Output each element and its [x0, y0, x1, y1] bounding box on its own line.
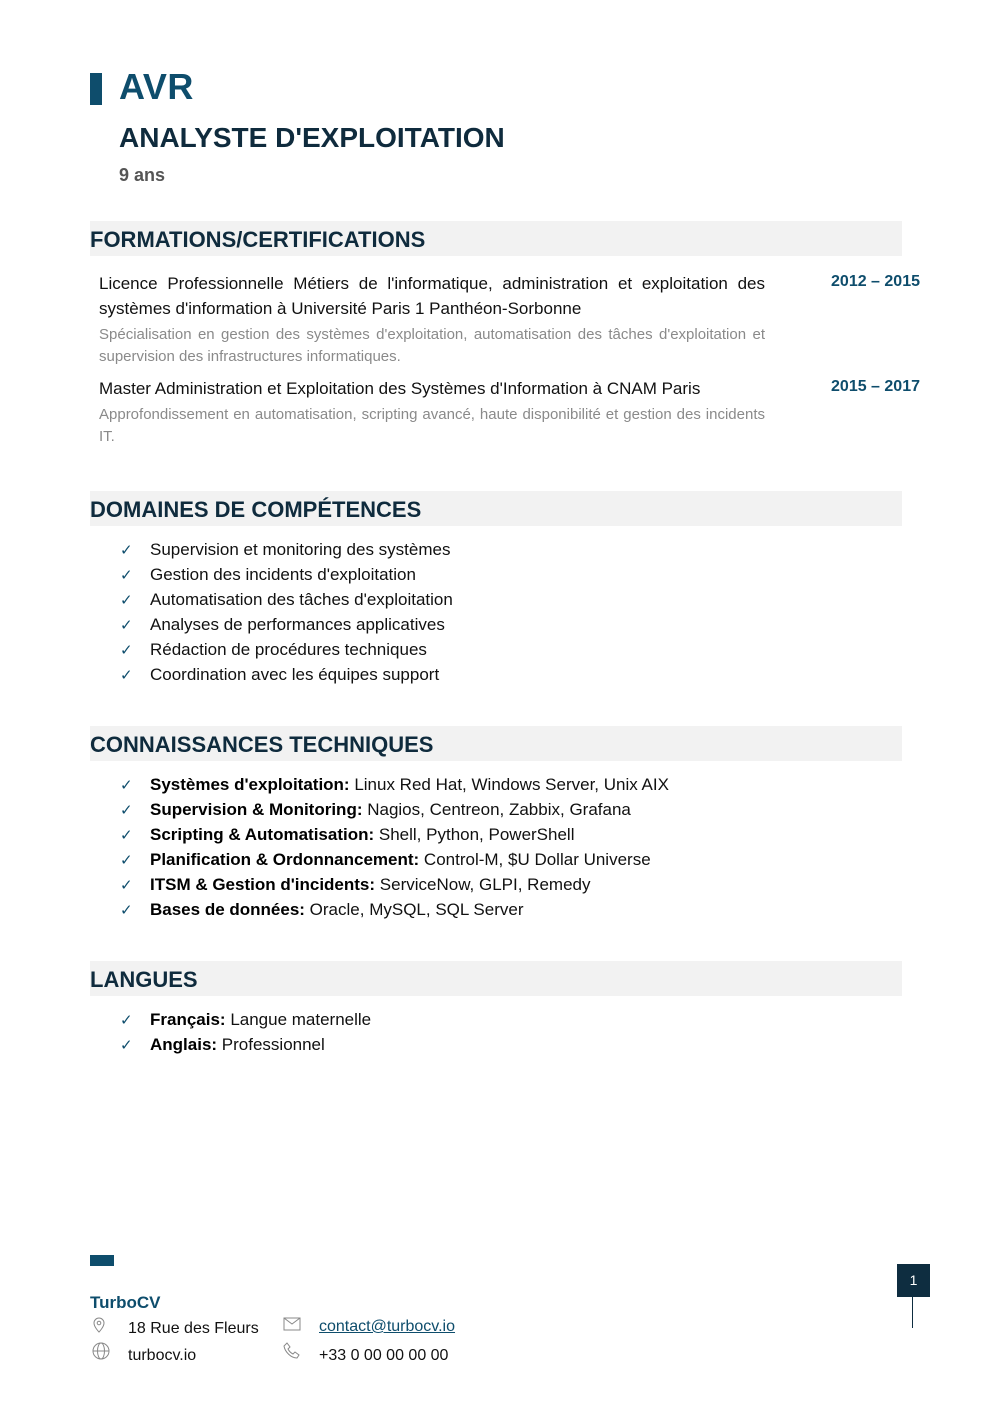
check-icon: ✓: [120, 777, 133, 794]
section-competences: [90, 491, 902, 526]
education-item-2: [99, 376, 765, 448]
globe-icon: [92, 1342, 128, 1365]
education-title: Master Administration et Exploitation des Systèmes d'Information à CNAM Paris: [99, 379, 701, 398]
section-langues: [90, 961, 902, 996]
email-link[interactable]: contact@turbocv.io: [319, 1318, 456, 1335]
connaissances-list: [120, 772, 669, 922]
list-item: ✓ Supervision & Monitoring: Nagios, Centreon, Zabbix, Grafana: [120, 797, 669, 822]
section-connaissances-title: CONNAISSANCES TECHNIQUES: [90, 732, 434, 757]
list-item: ✓ Analyses de performances applicatives: [120, 612, 453, 637]
footer-brand: TurboCV: [90, 1293, 161, 1312]
check-icon: ✓: [120, 877, 133, 894]
check-icon: ✓: [120, 1012, 133, 1029]
check-icon: ✓: [120, 642, 133, 659]
education-title: Licence Professionnelle Métiers de l'informatique, administration et exploitation des systèmes d'information à Université Paris 1 Panthéon-Sorbonne: [99, 274, 765, 318]
contact-website: turbocv.io: [92, 1342, 196, 1365]
contact-email[interactable]: [283, 1317, 455, 1336]
list-item: ✓ Systèmes d'exploitation: Linux Red Hat, Windows Server, Unix AIX: [120, 772, 669, 797]
section-langues-title: LANGUES: [90, 967, 198, 992]
langues-list: [120, 1007, 371, 1057]
candidate-name: AVR: [119, 66, 194, 107]
education-dates: 2015 – 2017: [831, 378, 920, 395]
section-connaissances: [90, 726, 902, 761]
list-item: ✓ Bases de données: Oracle, MySQL, SQL Server: [120, 897, 669, 922]
list-item: ✓ Supervision et monitoring des systèmes: [120, 537, 453, 562]
competences-list: [120, 537, 453, 687]
list-item: ✓ Planification & Ordonnancement: Control-M, $U Dollar Universe: [120, 847, 669, 872]
list-item: ✓ ITSM & Gestion d'incidents: ServiceNow, GLPI, Remedy: [120, 872, 669, 897]
check-icon: ✓: [120, 617, 133, 634]
education-item-1: [99, 271, 765, 368]
contact-phone: +33 0 00 00 00 00: [283, 1342, 448, 1365]
check-icon: ✓: [120, 567, 133, 584]
list-item: ✓ Automatisation des tâches d'exploitation: [120, 587, 453, 612]
name-accent-bar: [90, 73, 102, 105]
check-icon: ✓: [120, 542, 133, 559]
check-icon: ✓: [120, 1037, 133, 1054]
list-item: ✓ Rédaction de procédures techniques: [120, 637, 453, 662]
check-icon: ✓: [120, 802, 133, 819]
footer-accent-bar: [90, 1255, 114, 1266]
education-description: Approfondissement en automatisation, scripting avancé, haute disponibilité et gestion des incidents IT.: [99, 406, 765, 445]
check-icon: ✓: [120, 827, 133, 844]
experience-years: 9 ans: [119, 165, 166, 185]
list-item: ✓ Gestion des incidents d'exploitation: [120, 562, 453, 587]
education-description: Spécialisation en gestion des systèmes d'exploitation, automatisation des tâches d'exploitation et supervision des infrastructures informatiques.: [99, 326, 765, 365]
page-number: 1: [897, 1264, 930, 1297]
list-item: ✓ Scripting & Automatisation: Shell, Python, PowerShell: [120, 822, 669, 847]
page-number-line: [912, 1297, 913, 1328]
phone-icon: [283, 1342, 319, 1365]
check-icon: ✓: [120, 852, 133, 869]
list-item: ✓ Français: Langue maternelle: [120, 1007, 371, 1032]
education-dates: 2012 – 2015: [831, 273, 920, 290]
envelope-icon: [283, 1317, 319, 1336]
list-item: ✓ Coordination avec les équipes support: [120, 662, 453, 687]
location-pin-icon: [92, 1317, 128, 1338]
section-formations-title: FORMATIONS/CERTIFICATIONS: [90, 227, 426, 252]
section-competences-title: DOMAINES DE COMPÉTENCES: [90, 497, 422, 522]
check-icon: ✓: [120, 902, 133, 919]
check-icon: ✓: [120, 667, 133, 684]
section-formations: [90, 221, 902, 256]
job-title: ANALYSTE D'EXPLOITATION: [119, 122, 505, 153]
list-item: ✓ Anglais: Professionnel: [120, 1032, 371, 1057]
contact-address: 18 Rue des Fleurs: [92, 1317, 259, 1338]
check-icon: ✓: [120, 592, 133, 609]
